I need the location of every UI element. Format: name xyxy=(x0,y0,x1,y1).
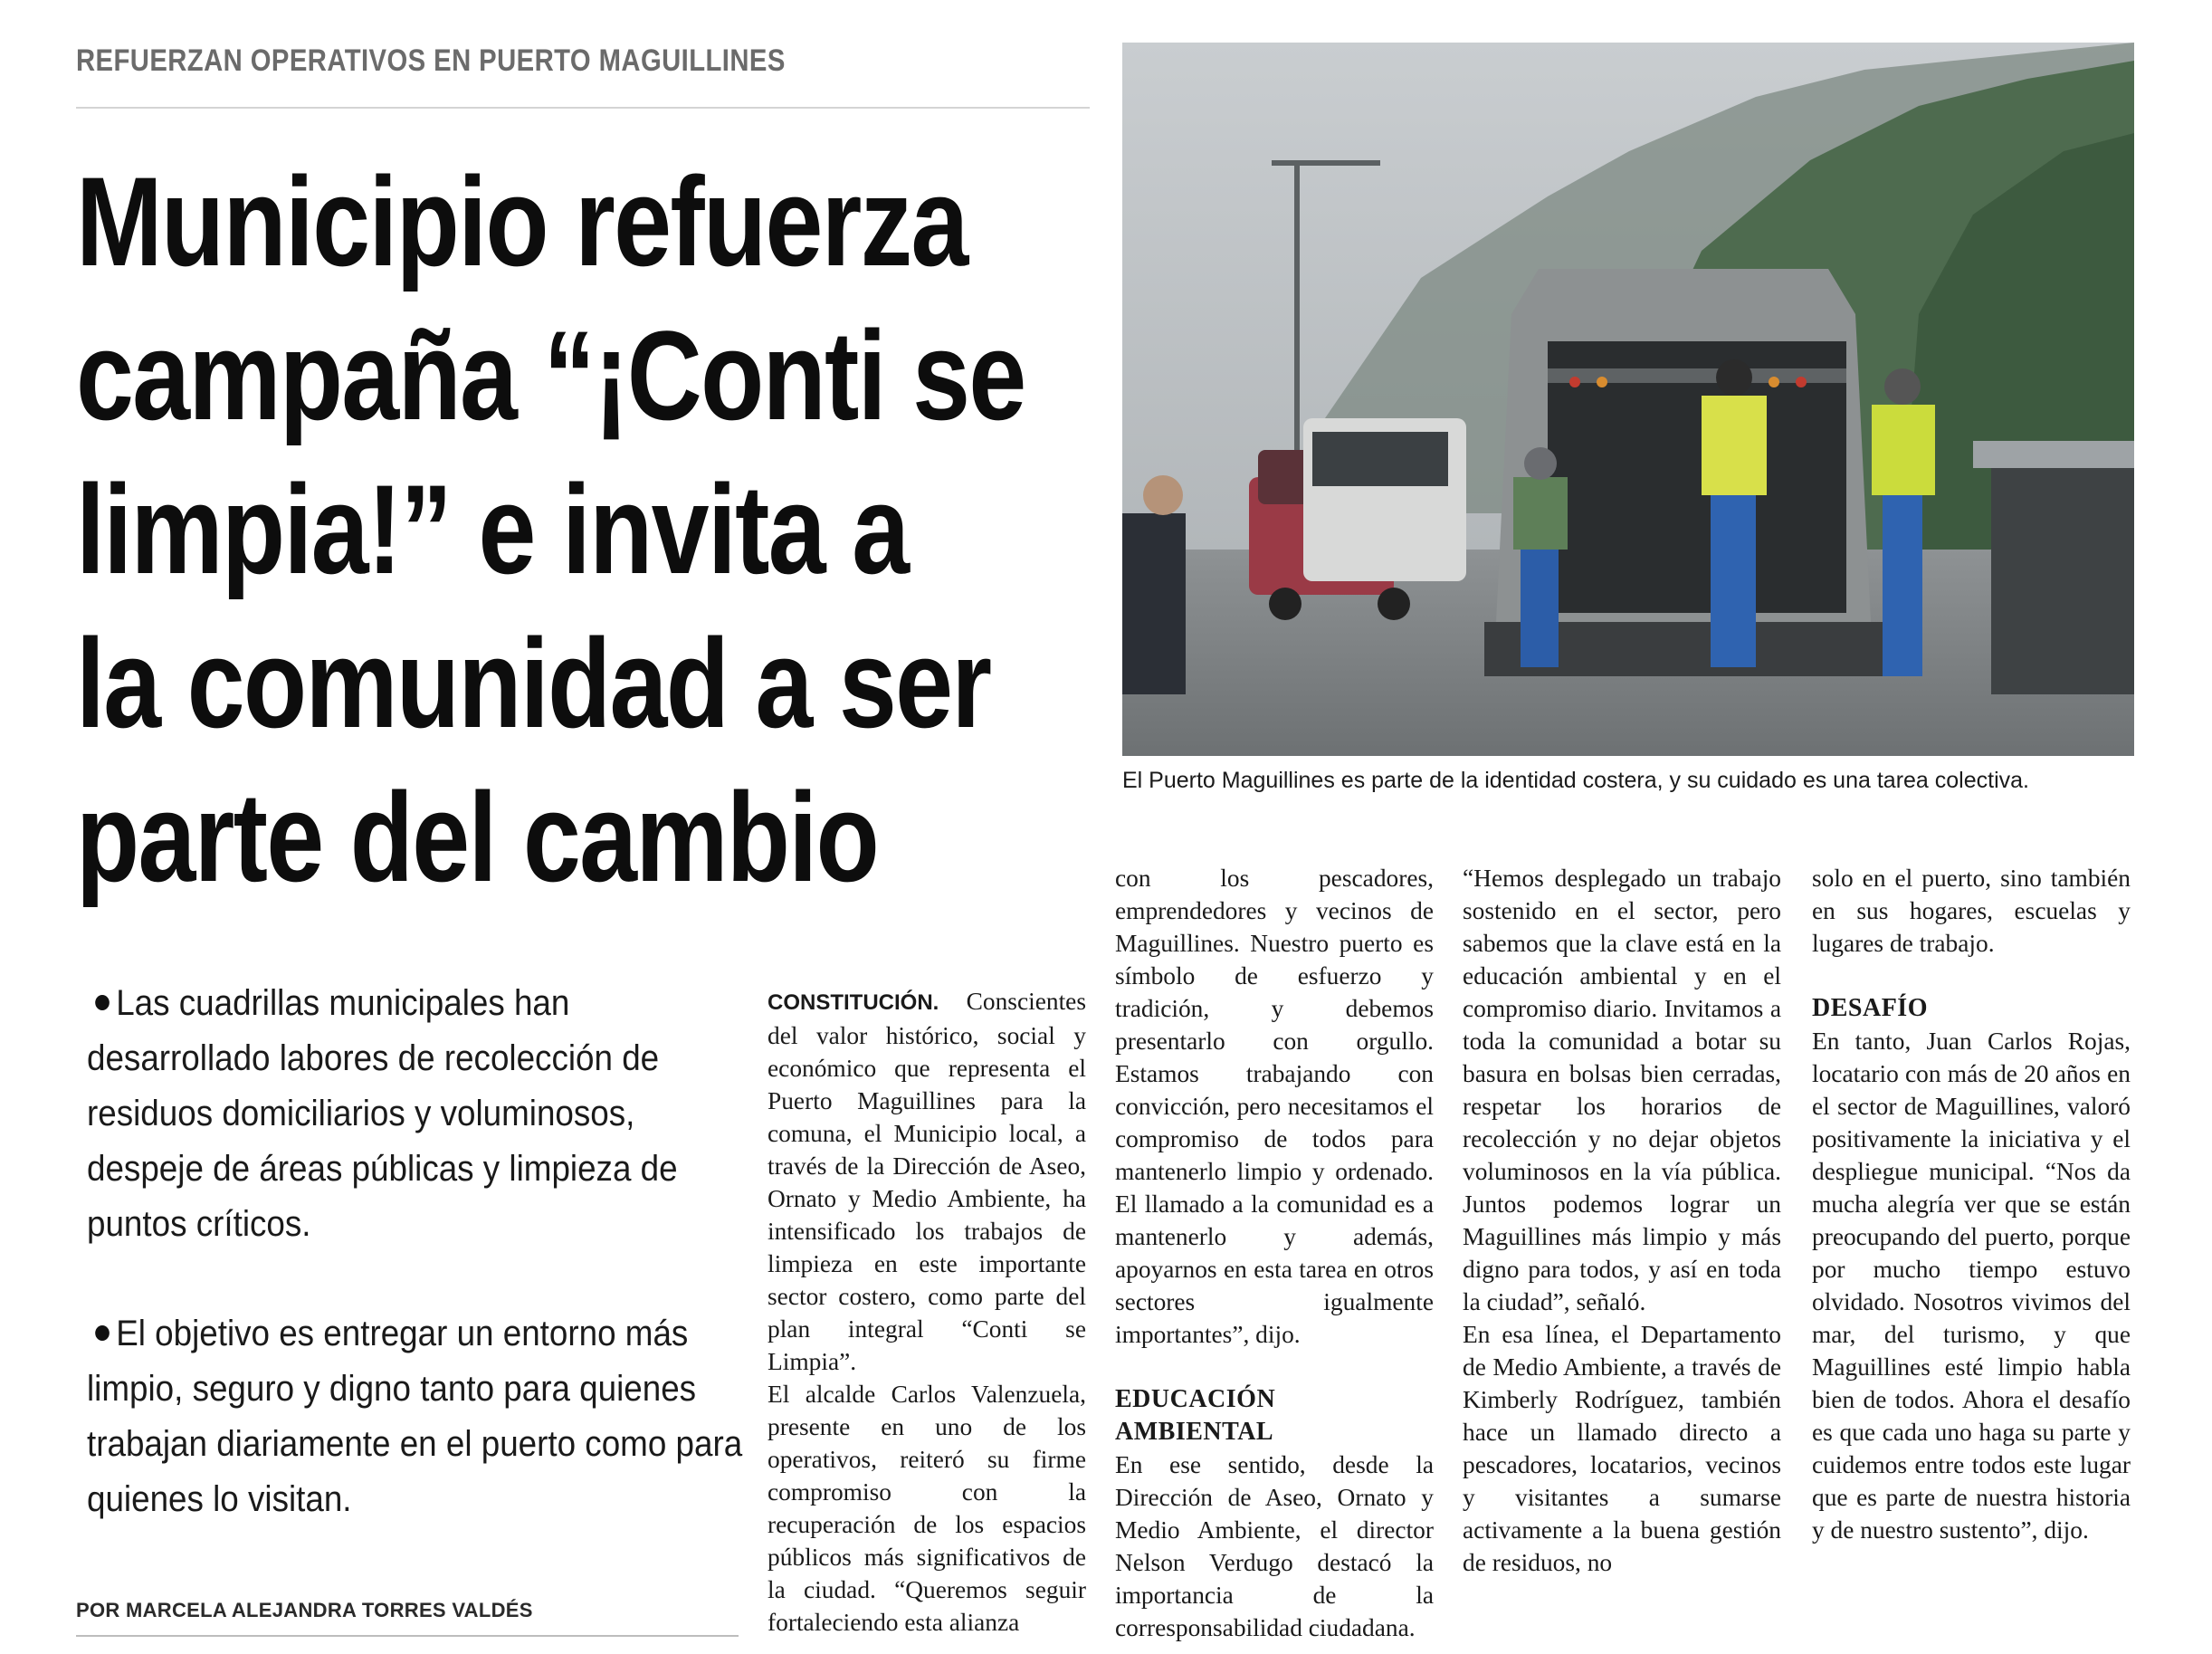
article-photo xyxy=(1122,43,2134,756)
bullet-icon xyxy=(95,995,110,1010)
summary-bullet xyxy=(87,1306,745,1527)
paragraph: con los pescadores, emprendedores y vecinos de Maguillines. Nuestro puerto es símbolo de esfuerzo y tradición, y debemos presentarlo con orgullo. Estamos trabajando con convicción, pero necesitamos el compromiso de todos para mantenerlo limpio y ordenado. El llamado a la comunidad es a mantenerlo y además, apoyarnos en esta tarea en otros sectores igualmente importantes”, dijo. xyxy=(1115,865,1434,1348)
headline-line: limpia!” e invita a xyxy=(76,458,909,600)
photo-caption: El Puerto Maguillines es parte de la identidad costera, y su cuidado es una tarea colectiva. xyxy=(1122,768,2029,793)
headline-line: campaña “¡Conti se xyxy=(76,304,1025,446)
subheading: DESAFÍO xyxy=(1812,994,1928,1022)
body-column-4 xyxy=(1812,862,2131,1546)
section-kicker: REFUERZAN OPERATIVOS EN PUERTO MAGUILLINES xyxy=(76,43,786,78)
paragraph: En tanto, Juan Carlos Rojas, locatario con más de 20 años en el sector de Maguillines, valoró positivamente la iniciativa y el despliegue municipal. “Nos da mucha alegría ver que se están preocupando del puerto, porque por mucho tiempo estuvo olvidado. Nosotros vivimos del mar, del turismo, y que Maguillines esté limpio habla bien de todos. Ahora el desafío es que cada uno haga su parte y cuidemos entre todos este lugar que es parte de nuestra historia y de nuestro sustento”, dijo. xyxy=(1812,1028,2131,1544)
byline: POR MARCELA ALEJANDRA TORRES VALDÉS xyxy=(76,1599,533,1621)
bullet-text: El objetivo es entregar un entorno más limpio, seguro y digno tanto para quienes trabajan diariamente en el puerto como para quienes lo visitan. xyxy=(87,1314,743,1519)
body-column-1 xyxy=(768,985,1086,1639)
headline-line: la comunidad a ser xyxy=(76,612,991,754)
dateline: CONSTITUCIÓN. xyxy=(768,990,939,1015)
paragraph: En ese sentido, desde la Dirección de Aseo, Ornato y Medio Ambiente, el director Nelson Verdugo destacó la importancia de la corresponsabilidad ciudadana. xyxy=(1115,1451,1434,1641)
paragraph: El alcalde Carlos Valenzuela, presente en uno de los operativos, reiteró su firme compromiso con la recuperación de los espacios públicos más significativos de la ciudad. “Queremos seguir fortaleciendo esta alianza xyxy=(768,1381,1086,1636)
paragraph: “Hemos desplegado un trabajo sostenido en el sector, pero sabemos que la clave está en la educación ambiental y en el compromiso diario. Invitamos a toda la comunidad a botar su basura en bolsas bien cerradas, respetar los horarios de recolección y no dejar objetos voluminosos en la vía pública. Juntos podemos lograr un Maguillines más limpio y más digno para todos, y así en toda la ciudad”, señaló. xyxy=(1463,865,1781,1315)
kicker-divider xyxy=(76,107,1090,109)
bullet-icon xyxy=(95,1325,110,1341)
body-column-3 xyxy=(1463,862,1781,1579)
headline-line: Municipio refuerza xyxy=(76,150,968,292)
summary-bullet xyxy=(87,976,745,1252)
headline xyxy=(76,145,1092,914)
byline-divider xyxy=(76,1635,739,1637)
paragraph xyxy=(768,985,1086,1378)
headline-line: parte del cambio xyxy=(76,766,879,908)
summary-bullets xyxy=(87,976,748,1582)
paragraph: solo en el puerto, sino también en sus hogares, escuelas y lugares de trabajo. xyxy=(1812,865,2131,957)
subheading: EDUCACIÓN AMBIENTAL xyxy=(1115,1385,1276,1446)
bullet-text: Las cuadrillas municipales han desarrollado labores de recolección de residuos domiciliarios y voluminosos, despeje de áreas públicas y limpieza de puntos críticos. xyxy=(87,983,678,1244)
paragraph: En esa línea, el Departamento de Medio Ambiente, a través de Kimberly Rodríguez, también hace un llamado directo a pescadores, locatarios, vecinos y visitantes a sumarse activamente a la buena gestión de residuos, no xyxy=(1463,1321,1781,1576)
paragraph-text: Conscientes del valor histórico, social y económico que representa el Puerto Maguillines para la comuna, el Municipio local, a través de la Dirección de Aseo, Ornato y Medio Ambiente, ha intensificado los trabajos de limpieza en este importante sector costero, como parte del plan integral “Conti se Limpia”. xyxy=(768,988,1086,1375)
body-column-2 xyxy=(1115,862,1434,1644)
